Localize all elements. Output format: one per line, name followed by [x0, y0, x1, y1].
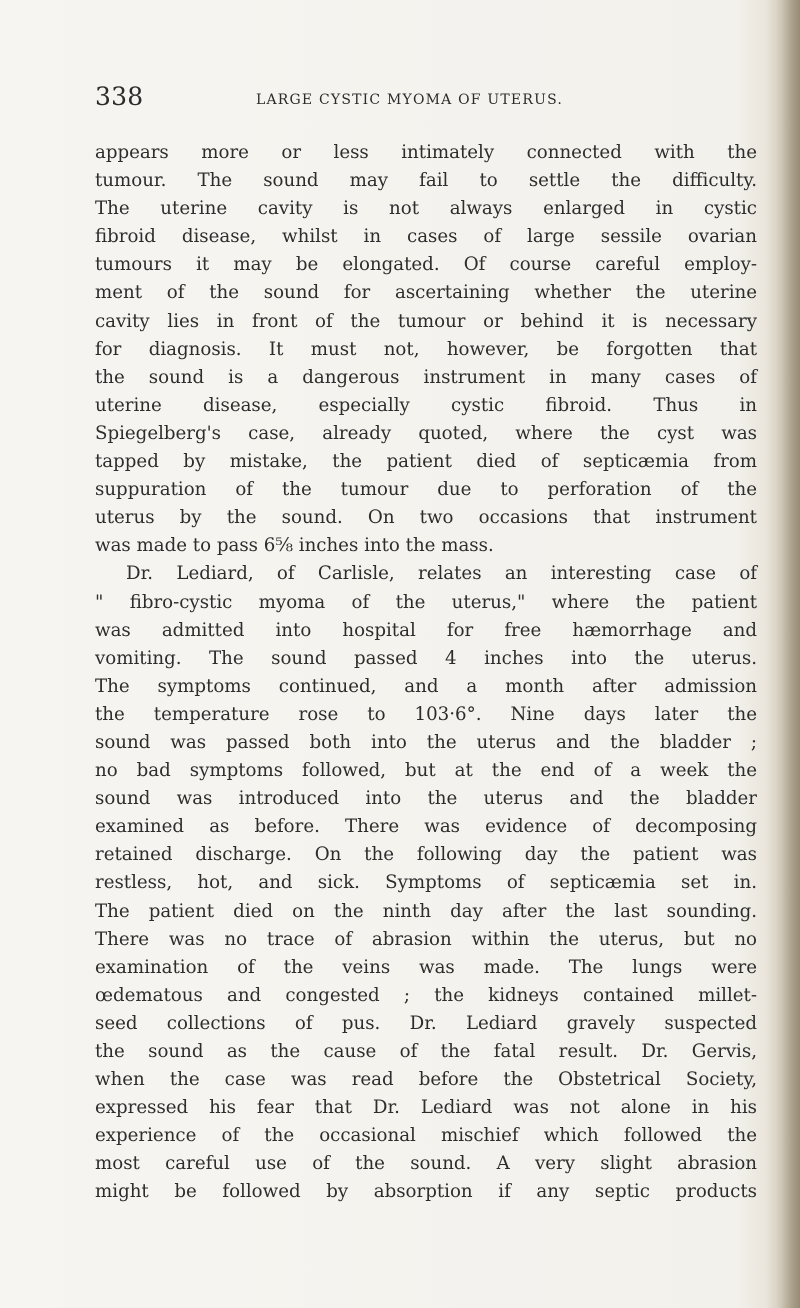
text-line: There was no trace of abrasion within the uterus, but no — [95, 928, 757, 950]
page-number: 338 — [95, 82, 144, 111]
text-line: experience of the occasional mischief which followed the — [95, 1125, 757, 1147]
text-line: The symptoms continued, and a month after admission — [95, 675, 757, 697]
running-title: LARGE CYSTIC MYOMA OF UTERUS. — [256, 92, 564, 108]
text-line: was made to pass 6⅝ inches into the mass. — [95, 535, 494, 557]
text-line: uterus by the sound. On two occasions that instrument — [95, 507, 757, 529]
text-line: sound was introduced into the uterus and the bladder — [95, 788, 757, 810]
text-line: tumour. The sound may fail to settle the difficulty. — [95, 170, 757, 192]
text-line: examination of the veins was made. The lungs were — [95, 956, 757, 978]
text-line: tapped by mistake, the patient died of septicæmia from — [95, 451, 757, 473]
text-line: when the case was read before the Obstetrical Society, — [95, 1069, 757, 1091]
text-line: seed collections of pus. Dr. Lediard gravely suspected — [95, 1012, 757, 1034]
text-line: tumours it may be elongated. Of course careful employ- — [95, 254, 757, 276]
text-line: for diagnosis. It must not, however, be forgotten that — [95, 338, 757, 360]
text-line: Spiegelberg's case, already quoted, where the cyst was — [95, 422, 757, 444]
text-line: restless, hot, and sick. Symptoms of septicæmia set in. — [95, 872, 757, 894]
text-line: The patient died on the ninth day after the last sounding. — [95, 900, 757, 922]
text-line: was admitted into hospital for free hæmorrhage and — [95, 619, 757, 641]
text-line: sound was passed both into the uterus and the bladder ; — [95, 731, 757, 753]
text-line: uterine disease, especially cystic fibroid. Thus in — [95, 394, 757, 416]
text-line: examined as before. There was evidence of decomposing — [95, 816, 757, 838]
text-line: " fibro-cystic myoma of the uterus," where the patient — [95, 591, 757, 613]
page-header — [95, 82, 757, 118]
text-line: might be followed by absorption if any septic products — [95, 1181, 757, 1203]
page-edge-shadow — [766, 0, 800, 1308]
text-line: the temperature rose to 103·6°. Nine days later the — [95, 703, 757, 725]
text-line: vomiting. The sound passed 4 inches into the uterus. — [95, 647, 757, 669]
text-line: most careful use of the sound. A very slight abrasion — [95, 1153, 757, 1175]
text-line: appears more or less intimately connected with the — [95, 142, 757, 163]
text-line: The uterine cavity is not always enlarged in cystic — [95, 198, 757, 220]
text-line: no bad symptoms followed, but at the end of a week the — [95, 760, 757, 782]
text-line: œdematous and congested ; the kidneys contained millet- — [95, 984, 757, 1006]
body-text — [95, 139, 757, 1207]
text-line: cavity lies in front of the tumour or behind it is necessary — [95, 310, 757, 332]
text-line: the sound is a dangerous instrument in many cases of — [95, 366, 757, 388]
text-line: Dr. Lediard, of Carlisle, relates an interesting case of — [126, 563, 757, 585]
text-line: fibroid disease, whilst in cases of large sessile ovarian — [95, 226, 757, 248]
text-line: expressed his fear that Dr. Lediard was not alone in his — [95, 1097, 757, 1119]
text-line: suppuration of the tumour due to perforation of the — [95, 479, 757, 501]
text-line: ment of the sound for ascertaining whether the uterine — [95, 282, 757, 304]
text-line: the sound as the cause of the fatal result. Dr. Gervis, — [95, 1041, 757, 1062]
text-line: retained discharge. On the following day the patient was — [95, 844, 757, 866]
